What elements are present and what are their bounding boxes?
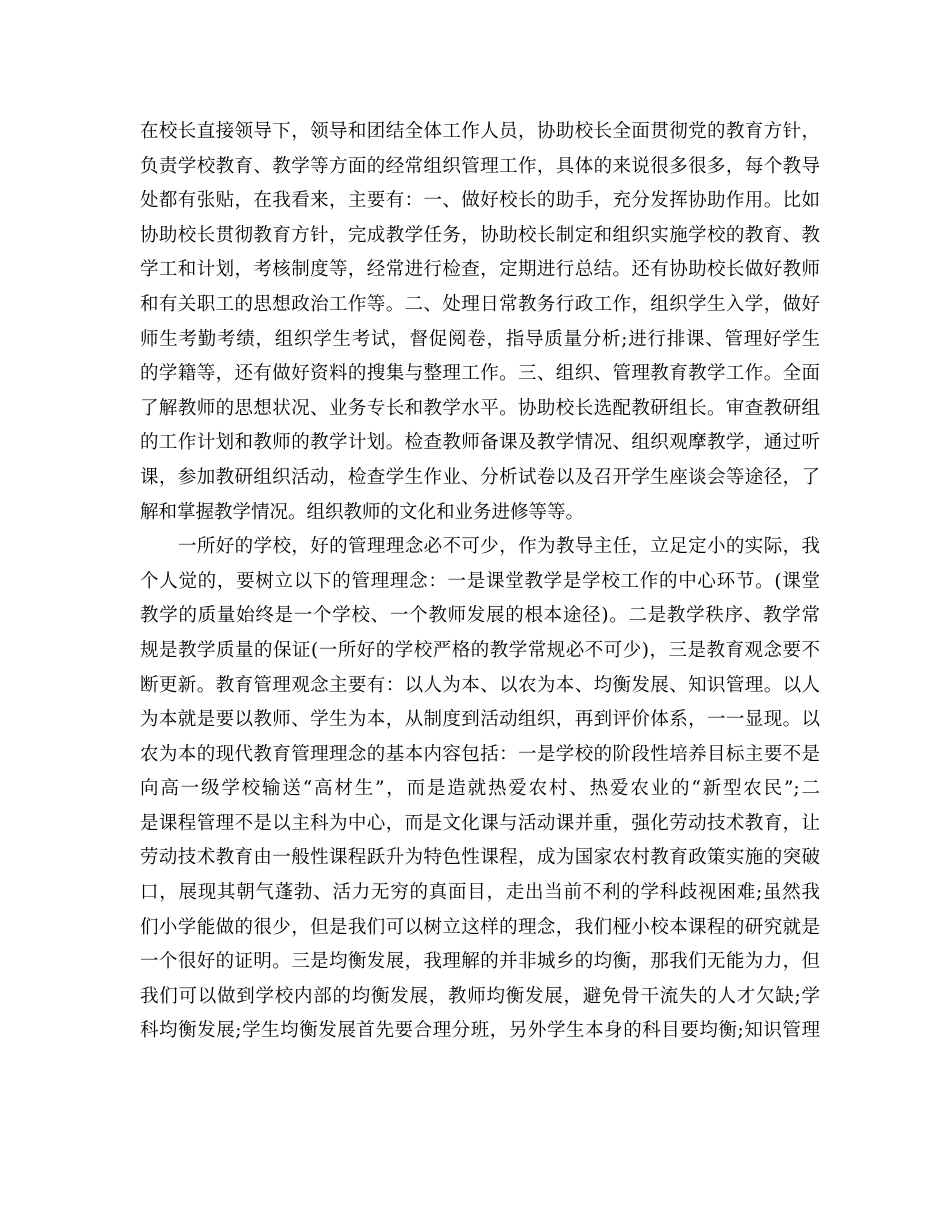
- paragraph-1-line: 学工和计划，考核制度等，经常进行检查，定期进行总结。还有协助校长做好教师: [140, 259, 820, 281]
- paragraph-2-line: 是课程管理不是以主科为中心，而是文化课与活动课并重，强化劳动技术教育，让: [140, 812, 820, 834]
- paragraph-2-line: 教学的质量始终是一个学校、一个教师发展的根本途径)。二是教学秩序、教学常: [140, 605, 820, 627]
- paragraph-1-line: 了解教师的思想状况、业务专长和教学水平。协助校长选配教研组长。审查教研组: [140, 397, 820, 419]
- paragraph-2: [140, 530, 820, 1049]
- paragraph-2-line: 规是教学质量的保证(一所好的学校严格的教学常规必不可少)，三是教育观念要不: [140, 639, 820, 661]
- paragraph-2-line: 劳动技术教育由一般性课程跃升为特色性课程，成为国家农村教育政策实施的突破: [140, 847, 820, 869]
- paragraph-2-line: 一个很好的证明。三是均衡发展，我理解的并非城乡的均衡，那我们无能为力，但: [140, 951, 820, 973]
- paragraph-2-line: 我们可以做到学校内部的均衡发展，教师均衡发展，避免骨干流失的人才欠缺;学: [140, 985, 820, 1007]
- paragraph-1-line: 师生考勤考绩，组织学生考试，督促阅卷，指导质量分析;进行排课、管理好学生: [140, 328, 820, 350]
- paragraph-1-line: 的学籍等，还有做好资料的搜集与整理工作。三、组织、管理教育教学工作。全面: [140, 363, 820, 385]
- paragraph-2-line: 口，展现其朝气蓬勃、活力无穷的真面目，走出当前不利的学科歧视困难;虽然我: [140, 882, 820, 904]
- paragraph-1-line: 的工作计划和教师的教学计划。检查教师备课及教学情况、组织观摩教学，通过听: [140, 432, 820, 454]
- paragraph-1-line: 协助校长贯彻教育方针，完成教学任务，协助校长制定和组织实施学校的教育、教: [140, 224, 820, 246]
- paragraph-2-line: 断更新。教育管理观念主要有：以人为本、以农为本、均衡发展、知识管理。以人: [140, 674, 820, 696]
- paragraph-2-line: 农为本的现代教育管理理念的基本内容包括：一是学校的阶段性培养目标主要不是: [140, 743, 820, 765]
- paragraph-2-line: 一所好的学校，好的管理理念必不可少，作为教导主任，立足定小的实际，我: [178, 536, 820, 558]
- document-body: [140, 115, 820, 1049]
- paragraph-2-line: 们小学能做的很少，但是我们可以树立这样的理念，我们桠小校本课程的研究就是: [140, 916, 820, 938]
- paragraph-1-line: 在校长直接领导下，领导和团结全体工作人员，协助校长全面贯彻党的教育方针，: [140, 121, 820, 142]
- paragraph-1-line: 解和掌握教学情况。组织教师的文化和业务进修等等。: [140, 501, 585, 523]
- paragraph-1-line: 处都有张贴，在我看来，主要有：一、做好校长的助手，充分发挥协助作用。比如: [140, 190, 820, 212]
- paragraph-1-line: 负责学校教育、教学等方面的经常组织管理工作，具体的来说很多很多，每个教导: [140, 155, 820, 177]
- paragraph-1: [140, 115, 820, 530]
- paragraph-2-line: 为本就是要以教师、学生为本，从制度到活动组织，再到评价体系，一一显现。以: [140, 709, 820, 731]
- paragraph-2-line: 个人觉的，要树立以下的管理理念：一是课堂教学是学校工作的中心环节。(课堂: [140, 570, 820, 592]
- paragraph-2-line: 向高一级学校输送“高材生”，而是造就热爱农村、热爱农业的“新型农民”;二: [140, 778, 820, 800]
- paragraph-2-line: 科均衡发展;学生均衡发展首先要合理分班，另外学生本身的科目要均衡;知识管理: [140, 1020, 820, 1042]
- paragraph-1-line: 和有关职工的思想政治工作等。二、处理日常教务行政工作，组织学生入学，做好: [140, 293, 820, 315]
- paragraph-1-line: 课，参加教研组织活动，检查学生作业、分析试卷以及召开学生座谈会等途径，了: [140, 466, 820, 488]
